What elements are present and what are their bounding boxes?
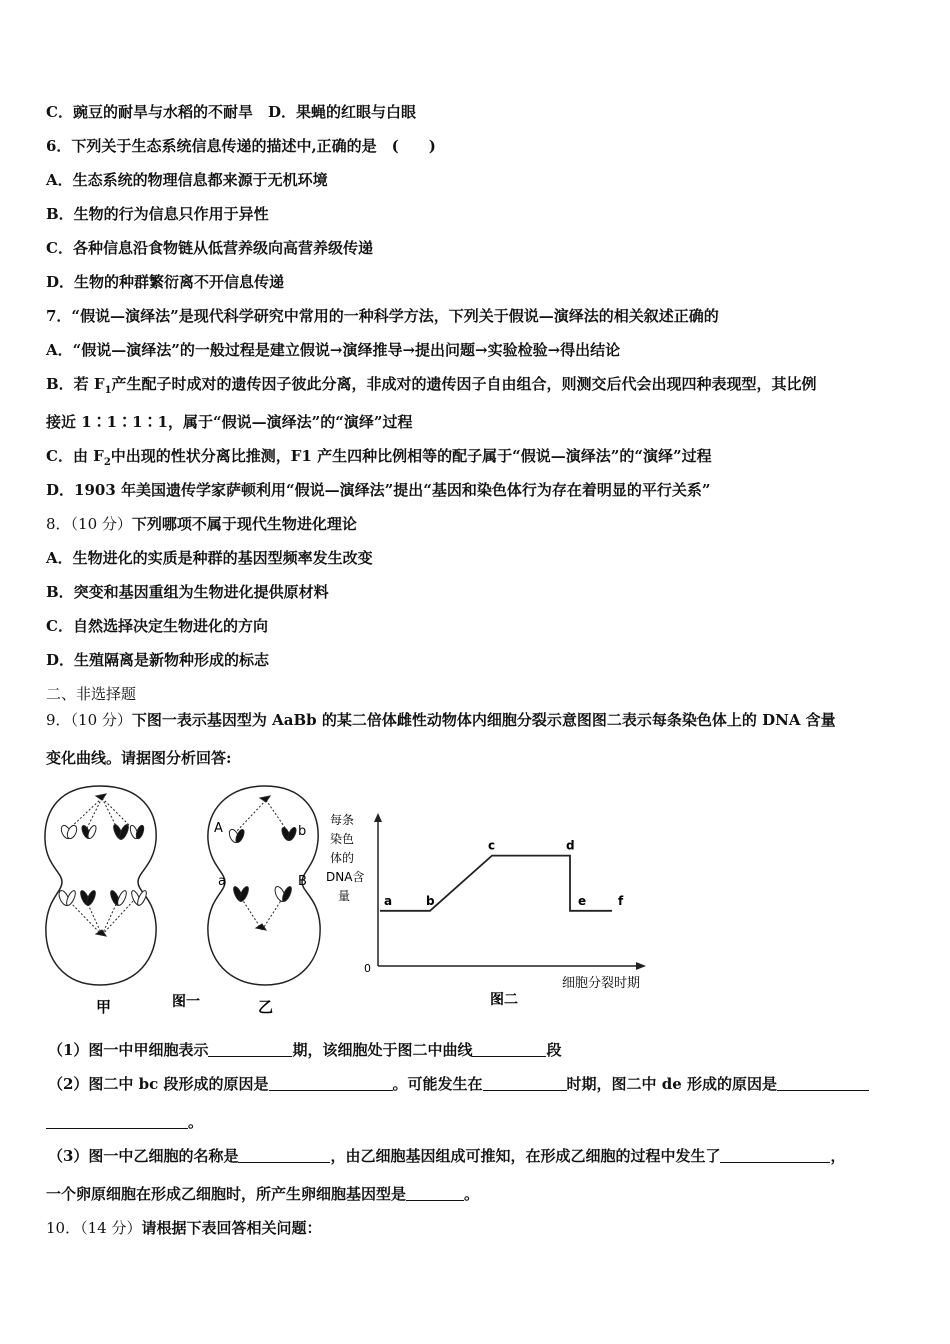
q10-stem: 10．（14 分）请根据下表回答相关问题：	[46, 1219, 322, 1237]
blank-3[interactable]	[269, 1075, 393, 1091]
cell-jia	[45, 786, 156, 985]
point-label-e: e	[578, 893, 587, 908]
q7-option-d: D．1903 年美国遗传学家萨顿利用“假说—演绎法”提出“基因和染色体行为存在着明显的平行关系”	[46, 481, 711, 499]
q9-stem-line1: 9．（10 分）下图一表示基因型为 AaBb 的某二倍体雌性动物体内细胞分裂示意图图二表示每条染色体上的 DNA 含量	[46, 711, 836, 729]
q9-sub2-line2: 。	[46, 1112, 910, 1132]
y-label-5: 量	[338, 889, 351, 903]
point-label-f: f	[618, 893, 624, 908]
q5-options-cd	[46, 102, 910, 122]
q7-option-a: A．“假说—演绎法”的一般过程是建立假说→演绎推导→提出问题→实验检验→得出结论	[46, 341, 621, 359]
point-label-a: a	[384, 893, 393, 908]
gene-A: A	[214, 821, 223, 836]
blank-5[interactable]	[777, 1075, 869, 1091]
q9-sub1: （1）图一中甲细胞表示 期，该细胞处于图二中曲线 段	[48, 1041, 562, 1059]
q5-option-d: D．果蝇的红眼与白眼	[267, 103, 416, 121]
blank-4[interactable]	[483, 1075, 567, 1091]
y-label-2: 染色	[330, 832, 355, 846]
q9-sub3-line2: 一个卵原细胞在形成乙细胞时，所产生卵细胞基因型是 。	[46, 1185, 480, 1203]
q7-option-b-line2: 接近 1∶1∶1∶1，属于“假说—演绎法”的“演绎”过程	[46, 413, 413, 431]
y-label-4: DNA含	[326, 870, 365, 884]
q7-option-b-line1: B．若 $F_1$产生配子时成对的遗传因子彼此分离，非成对的遗传因子自由组合，则测交后代会出现四种表现型，其比例	[46, 375, 817, 396]
fig2-caption: 图二	[490, 992, 518, 1008]
figure-svg	[40, 780, 680, 1020]
blank-1[interactable]	[208, 1041, 292, 1057]
q7-option-c: C．由 $F_2$中出现的性状分离比推测，F1 产生四种比例相等的配子属于“假说—演绎法”的“演绎”过程	[46, 447, 712, 468]
q8-option-d: D．生殖隔离是新物种形成的标志	[46, 651, 270, 669]
point-label-c: c	[488, 838, 496, 853]
blank-8[interactable]	[406, 1185, 464, 1201]
q9-sub3-line1: （3）图一中乙细胞的名称是 ，由乙细胞基因组成可推知，在形成乙细胞的过程中发生了 ，	[48, 1147, 846, 1165]
x-axis-arrow	[636, 962, 646, 970]
dna-content-chart	[326, 812, 646, 1008]
section-title: 二、非选择题	[46, 685, 137, 703]
cell-jia-chromosomes	[57, 794, 148, 936]
label-yi: 乙	[258, 998, 274, 1016]
q6-option-c: C．各种信息沿食物链从低营养级向高营养级传递	[46, 239, 373, 257]
label-jia: 甲	[96, 998, 112, 1016]
q8-stem: 8．（10 分）下列哪项不属于现代生物进化理论	[46, 515, 357, 533]
q6-stem: 6．下列关于生态系统信息传递的描述中,正确的是 ( )	[46, 137, 436, 155]
q7-stem: 7．“假说—演绎法”是现代科学研究中常用的一种科学方法，下列关于假说—演绎法的相关叙述正确的	[46, 307, 719, 325]
q6-option-d: D．生物的种群繁衍离不开信息传递	[46, 273, 285, 291]
gene-b: b	[298, 824, 307, 839]
blank-7[interactable]	[720, 1147, 830, 1163]
cell-yi-chromosomes	[227, 796, 297, 930]
y-label-3: 体的	[330, 851, 355, 865]
blank-5-cont[interactable]	[46, 1113, 188, 1129]
q9-stem-line2: 变化曲线。请据图分析回答:	[46, 749, 232, 767]
q9-sub2-line1: （2）图二中 bc 段形成的原因是 。可能发生在 时期，图二中 de 形成的原因是	[48, 1074, 910, 1094]
blank-2[interactable]	[472, 1041, 546, 1057]
q8-option-a: A．生物进化的实质是种群的基因型频率发生改变	[46, 549, 373, 567]
q6-option-a: A．生态系统的物理信息都来源于无机环境	[46, 171, 328, 189]
point-label-b: b	[426, 893, 435, 908]
q6-option-b: B．生物的行为信息只作用于异性	[46, 205, 269, 223]
q8-option-b: B．突变和基因重组为生物进化提供原材料	[46, 583, 329, 601]
y-label-1: 每条	[330, 813, 355, 827]
blank-6[interactable]	[238, 1147, 330, 1163]
x-axis-label: 细胞分裂时期	[562, 976, 641, 991]
point-label-d: d	[566, 838, 575, 853]
origin-label: 0	[364, 962, 371, 975]
q8-option-c: C．自然选择决定生物进化的方向	[46, 617, 268, 635]
q9-figures	[40, 780, 680, 1020]
gene-B: B	[298, 874, 307, 889]
y-axis-arrow	[374, 813, 382, 822]
gene-a: a	[218, 874, 226, 889]
q5-option-c: C．豌豆的耐旱与水稻的不耐旱	[46, 103, 253, 121]
fig1-caption: 图一	[172, 994, 200, 1010]
